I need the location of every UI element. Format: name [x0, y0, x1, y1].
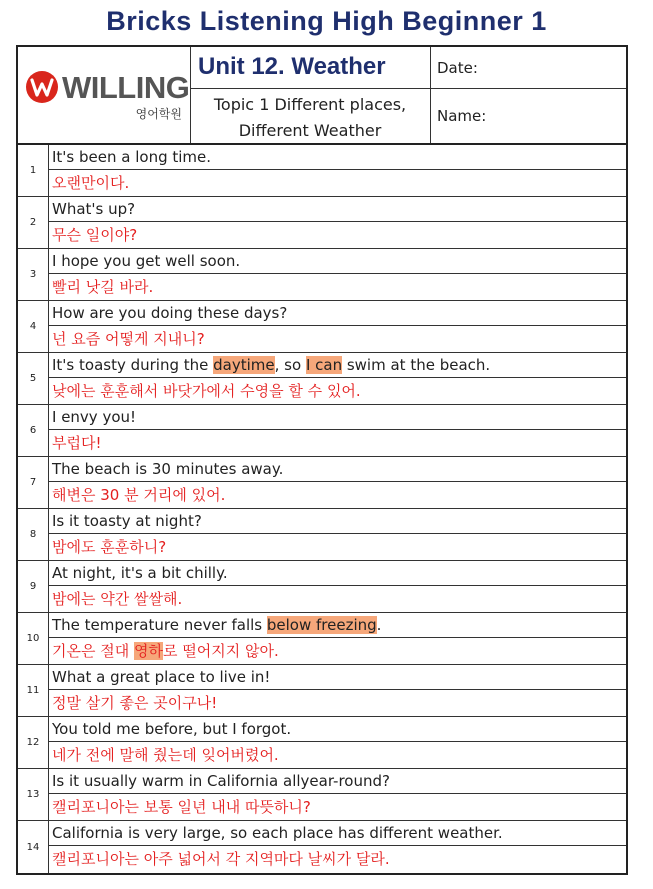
table-row	[18, 197, 626, 249]
table-row	[18, 821, 626, 873]
sentence-text: What a great place to live in!	[52, 668, 271, 686]
logo-cell	[18, 47, 191, 143]
translation-text: 캘리포니아는 아주 넓어서 각 지역마다 날씨가 달라.	[52, 850, 390, 868]
korean-translation	[48, 846, 626, 872]
logo-wordmark: WILLING	[62, 70, 190, 105]
row-number: 1	[18, 145, 49, 196]
translation-text: 부럽다!	[52, 434, 102, 452]
translation-text: 네가 전에 말해 줬는데 잊어버렸어.	[52, 746, 279, 764]
translation-text: 밤에는 약간 쌀쌀해.	[52, 590, 183, 608]
highlighted-phrase: I can	[305, 356, 343, 374]
table-row	[18, 613, 626, 665]
english-sentence	[48, 457, 626, 482]
english-sentence	[48, 249, 626, 274]
table-row	[18, 769, 626, 821]
translation-text: 기온은 절대	[52, 642, 134, 660]
date-cell	[430, 47, 626, 89]
topic-title	[190, 92, 430, 144]
korean-translation	[48, 222, 626, 248]
row-number: 9	[18, 561, 49, 612]
translation-text: 넌 요즘 어떻게 지내니?	[52, 330, 205, 348]
row-number: 12	[18, 717, 49, 768]
english-sentence	[48, 353, 626, 378]
korean-translation	[48, 794, 626, 820]
korean-translation	[48, 638, 626, 664]
sentence-text: .	[376, 616, 382, 634]
sentence-text: I hope you get well soon.	[52, 252, 241, 270]
korean-translation	[48, 586, 626, 612]
table-row	[18, 457, 626, 509]
row-number: 7	[18, 457, 49, 508]
topic-cell	[190, 88, 431, 143]
table-row	[18, 353, 626, 405]
english-sentence	[48, 301, 626, 326]
translation-text: 해변은 30 분 거리에 있어.	[52, 486, 226, 504]
sentence-text: The temperature never falls	[52, 616, 267, 634]
translation-text: 낮에는 훈훈해서 바닷가에서 수영을 할 수 있어.	[52, 382, 361, 400]
sentence-text: , so	[274, 356, 306, 374]
english-sentence	[48, 509, 626, 534]
english-sentence	[48, 665, 626, 690]
table-row	[18, 301, 626, 353]
english-sentence	[48, 821, 626, 846]
highlighted-phrase: daytime	[213, 356, 275, 374]
sentence-text: swim at the beach.	[342, 356, 491, 374]
highlighted-phrase: below freezing	[266, 616, 377, 634]
korean-translation	[48, 170, 626, 196]
logo-subtitle: 영어학원	[135, 107, 182, 121]
english-sentence	[48, 561, 626, 586]
table-row	[18, 509, 626, 561]
row-number: 8	[18, 509, 49, 560]
worksheet-header	[16, 45, 628, 145]
sentence-text: The beach is 30 minutes away.	[52, 460, 284, 478]
topic-line-2: Different Weather	[238, 121, 382, 140]
korean-translation	[48, 274, 626, 300]
row-number: 4	[18, 301, 49, 352]
translation-text: 로 떨어지지 않아.	[162, 642, 279, 660]
row-number: 10	[18, 613, 49, 664]
sentence-text: It's been a long time.	[52, 148, 212, 166]
willing-logo-icon	[24, 69, 60, 105]
english-sentence	[48, 717, 626, 742]
korean-translation	[48, 534, 626, 560]
row-number: 5	[18, 353, 49, 404]
korean-translation	[48, 690, 626, 716]
table-row	[18, 717, 626, 769]
row-number: 14	[18, 821, 49, 873]
translation-text: 정말 살기 좋은 곳이구나!	[52, 694, 218, 712]
page-title: Bricks Listening High Beginner 1	[106, 6, 547, 36]
korean-translation	[48, 430, 626, 456]
sentence-text: Is it usually warm in California allyear-round?	[52, 772, 390, 790]
row-number: 6	[18, 405, 49, 456]
english-sentence	[48, 197, 626, 222]
sentence-text: How are you doing these days?	[52, 304, 288, 322]
unit-cell	[190, 47, 431, 89]
row-number: 11	[18, 665, 49, 716]
korean-translation	[48, 482, 626, 508]
table-row	[18, 561, 626, 613]
english-sentence	[48, 769, 626, 794]
sentence-text: I envy you!	[52, 408, 137, 426]
translation-text: 캘리포니아는 보통 일년 내내 따뜻하니?	[52, 798, 311, 816]
korean-translation	[48, 326, 626, 352]
translation-text: 오랜만이다.	[52, 174, 130, 192]
row-number: 2	[18, 197, 49, 248]
english-sentence	[48, 405, 626, 430]
korean-translation	[48, 742, 626, 768]
table-row	[18, 145, 626, 197]
table-row	[18, 249, 626, 301]
name-cell	[430, 88, 626, 143]
english-sentence	[48, 613, 626, 638]
sentence-table	[16, 145, 628, 875]
willing-logo	[24, 67, 190, 127]
translation-text: 빨리 낫길 바라.	[52, 278, 154, 296]
name-label: Name:	[437, 107, 487, 125]
sentence-text: It's toasty during the	[52, 356, 214, 374]
korean-translation	[48, 378, 626, 404]
highlighted-phrase: 영하	[134, 642, 163, 660]
translation-text: 무슨 일이야?	[52, 226, 138, 244]
sentence-text: At night, it's a bit chilly.	[52, 564, 228, 582]
row-number: 3	[18, 249, 49, 300]
translation-text: 밤에도 훈훈하니?	[52, 538, 167, 556]
english-sentence	[48, 145, 626, 170]
table-row	[18, 665, 626, 717]
table-row	[18, 405, 626, 457]
sentence-text: What's up?	[52, 200, 136, 218]
sentence-text: You told me before, but I forgot.	[52, 720, 292, 738]
row-number: 13	[18, 769, 49, 820]
sentence-text: Is it toasty at night?	[52, 512, 202, 530]
sentence-text: California is very large, so each place has different weather.	[52, 824, 503, 842]
unit-title: Unit 12. Weather	[198, 53, 386, 80]
date-label: Date:	[437, 59, 478, 77]
topic-line-1: Topic 1 Different places,	[213, 95, 407, 114]
